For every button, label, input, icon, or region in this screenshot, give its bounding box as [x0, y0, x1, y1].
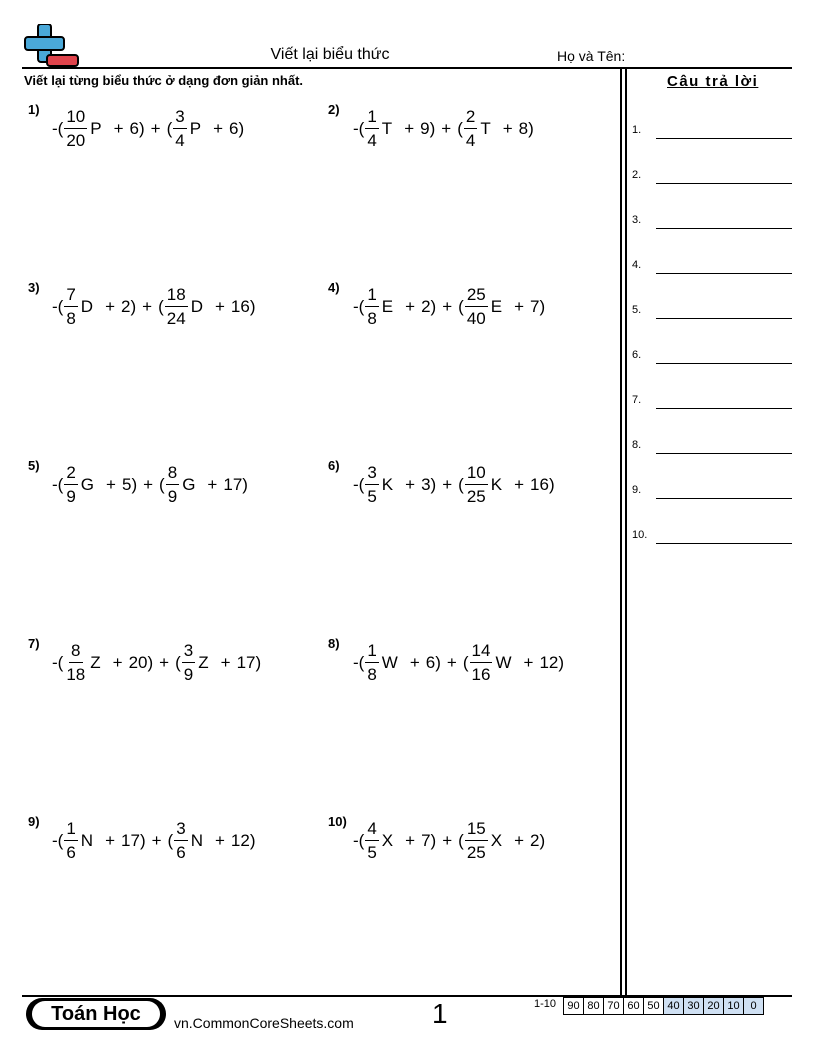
plus-sign: + — [446, 652, 457, 672]
plus-sign: + — [514, 474, 525, 494]
answer-blank[interactable] — [656, 543, 792, 544]
plus-sign: + — [405, 296, 416, 316]
expression — [52, 286, 256, 327]
numerator: 3 — [174, 820, 187, 841]
answer-blank[interactable] — [656, 408, 792, 409]
answer-number: 9. — [632, 484, 642, 496]
open-neg-paren: -( — [353, 652, 365, 672]
open-neg-paren: -( — [52, 118, 64, 138]
fraction — [365, 642, 378, 683]
plus-sign: + — [113, 118, 124, 138]
constant: 5 — [121, 474, 132, 494]
fraction — [365, 464, 378, 505]
plus-sign: + — [105, 296, 116, 316]
constant: 7 — [421, 830, 431, 850]
expression — [52, 464, 248, 505]
answer-blank[interactable] — [656, 318, 792, 319]
open-neg-paren: -( — [353, 118, 365, 138]
column-divider — [625, 67, 627, 995]
fraction — [173, 108, 186, 149]
fraction — [64, 108, 87, 149]
open-paren: ( — [158, 296, 164, 316]
close-paren: ) — [435, 652, 441, 672]
open-neg-paren: -( — [353, 830, 365, 850]
answer-number: 7. — [632, 394, 642, 406]
plus-sign: + — [502, 118, 513, 138]
score-table — [564, 997, 764, 1015]
numerator: 2 — [464, 108, 477, 129]
name-label: Họ và Tên: — [557, 48, 626, 64]
close-paren: ) — [539, 830, 546, 850]
constant: 9 — [420, 118, 430, 138]
plus-sign: + — [106, 474, 116, 494]
answer-line[interactable] — [632, 214, 641, 226]
denominator: 25 — [466, 843, 486, 862]
close-paren: ) — [548, 474, 555, 494]
variable: D — [190, 296, 203, 316]
brand-label: Toán Học — [32, 1001, 160, 1027]
numerator: 15 — [465, 820, 488, 841]
constant: 17 — [236, 652, 256, 672]
answer-line[interactable] — [632, 259, 641, 271]
score-cell: 40 — [663, 997, 684, 1015]
numerator: 4 — [365, 820, 378, 841]
denominator: 6 — [176, 843, 186, 862]
constant: 2 — [121, 296, 131, 316]
numerator: 1 — [64, 820, 77, 841]
variable: N — [190, 830, 203, 850]
close-paren: ) — [249, 296, 256, 316]
numerator: 25 — [465, 286, 488, 307]
open-neg-paren: -( — [52, 830, 64, 850]
expression — [52, 642, 261, 683]
problem-number: 5) — [28, 458, 40, 473]
header-divider — [22, 67, 792, 69]
constant: 6 — [129, 118, 139, 138]
open-neg-paren: -( — [52, 652, 64, 672]
denominator: 8 — [66, 309, 76, 328]
variable: T — [381, 118, 393, 138]
denominator: 8 — [367, 665, 377, 684]
denominator: 20 — [66, 131, 86, 150]
instructions: Viết lại từng biểu thức ở dạng đơn giản nhất. — [24, 73, 304, 88]
answer-line[interactable] — [632, 439, 641, 451]
constant: 16 — [230, 296, 250, 316]
plus-sign: + — [207, 474, 218, 494]
numerator: 3 — [173, 108, 186, 129]
answer-blank[interactable] — [656, 363, 792, 364]
answer-blank[interactable] — [656, 228, 792, 229]
site-url: vn.CommonCoreSheets.com — [174, 1015, 354, 1031]
fraction — [465, 286, 488, 327]
column-divider — [620, 67, 622, 995]
fraction — [365, 820, 378, 861]
plus-sign: + — [441, 118, 452, 138]
plus-sign: + — [214, 296, 225, 316]
close-paren: ) — [558, 652, 565, 672]
constant: 6 — [425, 652, 436, 672]
constant: 8 — [518, 118, 529, 138]
problem-number: 8) — [328, 636, 340, 651]
fraction — [470, 642, 493, 683]
plus-sign: + — [442, 474, 453, 494]
denominator: 4 — [367, 131, 377, 150]
answer-number: 8. — [632, 439, 642, 451]
fraction — [465, 820, 488, 861]
plus-sign: + — [112, 652, 123, 672]
expression — [353, 820, 545, 861]
problem-number: 2) — [328, 102, 340, 117]
plus-sign: + — [405, 474, 416, 494]
plus-sign: + — [159, 652, 170, 672]
answer-blank[interactable] — [656, 498, 792, 499]
close-paren: ) — [430, 830, 437, 850]
numerator: 1 — [365, 108, 378, 129]
close-paren: ) — [255, 652, 262, 672]
close-paren: ) — [430, 296, 437, 316]
answer-number: 5. — [632, 304, 642, 316]
constant: 17 — [223, 474, 243, 494]
constant: 12 — [230, 830, 250, 850]
denominator: 40 — [466, 309, 486, 328]
close-paren: ) — [528, 118, 534, 138]
denominator: 6 — [66, 843, 76, 862]
numerator: 14 — [470, 642, 493, 663]
answer-line[interactable] — [632, 169, 641, 181]
constant: 6 — [229, 118, 239, 138]
answer-number: 4. — [632, 259, 642, 271]
problem-number: 10) — [328, 814, 347, 829]
numerator: 10 — [465, 464, 488, 485]
fraction — [165, 286, 188, 327]
score-cell: 70 — [603, 997, 624, 1015]
answer-number: 1. — [632, 124, 642, 136]
score-cell: 50 — [643, 997, 664, 1015]
open-paren: ( — [458, 830, 464, 850]
close-paren: ) — [139, 830, 146, 850]
fraction — [166, 464, 179, 505]
open-neg-paren: -( — [52, 296, 64, 316]
score-cell: 30 — [683, 997, 704, 1015]
denominator: 9 — [183, 665, 194, 684]
variable: T — [480, 118, 491, 138]
fraction — [464, 108, 477, 149]
denominator: 5 — [367, 487, 377, 506]
close-paren: ) — [242, 474, 248, 494]
open-paren: ( — [167, 830, 174, 850]
open-paren: ( — [175, 652, 181, 672]
answer-blank[interactable] — [656, 453, 792, 454]
plus-sign: + — [143, 474, 154, 494]
variable: Z — [198, 652, 209, 672]
constant: 3 — [421, 474, 431, 494]
plus-sign: + — [409, 652, 420, 672]
close-paren: ) — [249, 830, 256, 850]
constant: 2 — [530, 830, 540, 850]
expression — [353, 642, 564, 683]
close-paren: ) — [430, 474, 437, 494]
worksheet-title: Viết lại biểu thức — [270, 46, 390, 63]
denominator: 8 — [367, 309, 377, 328]
numerator: 8 — [69, 642, 82, 663]
open-neg-paren: -( — [353, 296, 365, 316]
problem-number: 6) — [328, 458, 340, 473]
expression — [353, 108, 534, 149]
constant: 7 — [530, 296, 540, 316]
answer-blank[interactable] — [656, 183, 792, 184]
numerator: 8 — [166, 464, 179, 485]
answer-number: 2. — [632, 169, 642, 181]
variable: K — [381, 474, 394, 494]
score-cell: 80 — [583, 997, 604, 1015]
close-paren: ) — [147, 652, 154, 672]
close-paren: ) — [130, 296, 137, 316]
answer-line[interactable] — [632, 349, 641, 361]
brand-badge — [26, 998, 166, 1030]
answer-line[interactable] — [632, 304, 641, 316]
answer-line[interactable] — [632, 529, 647, 541]
open-paren: ( — [166, 118, 173, 138]
open-paren: ( — [458, 296, 464, 316]
constant: 16 — [530, 474, 549, 494]
fraction — [365, 286, 378, 327]
numerator: 1 — [365, 286, 378, 307]
answer-number: 3. — [632, 214, 642, 226]
variable: N — [80, 830, 94, 850]
open-paren: ( — [159, 474, 165, 494]
problem-number: 3) — [28, 280, 40, 295]
variable: P — [90, 118, 102, 138]
score-cell: 0 — [743, 997, 764, 1015]
constant: 17 — [121, 830, 140, 850]
plus-sign: + — [523, 652, 534, 672]
close-paren: ) — [131, 474, 138, 494]
answer-number: 10. — [632, 529, 648, 541]
problem-number: 4) — [328, 280, 340, 295]
variable: Z — [90, 652, 101, 672]
fraction — [64, 642, 87, 683]
score-cell: 10 — [723, 997, 744, 1015]
expression — [52, 820, 256, 861]
answer-number: 6. — [632, 349, 642, 361]
denominator: 18 — [66, 665, 86, 684]
variable: P — [189, 118, 202, 138]
numerator: 7 — [64, 286, 77, 307]
plus-sign: + — [220, 652, 231, 672]
plus-sign: + — [142, 296, 153, 316]
score-cell: 60 — [623, 997, 644, 1015]
fraction — [182, 642, 195, 683]
variable: W — [495, 652, 512, 672]
open-paren: ( — [462, 652, 469, 672]
fraction — [465, 464, 488, 505]
variable: E — [490, 296, 503, 316]
variable: X — [490, 830, 503, 850]
fraction — [64, 820, 77, 861]
constant: 2 — [421, 296, 431, 316]
variable: X — [381, 830, 394, 850]
answer-line[interactable] — [632, 124, 641, 136]
open-neg-paren: -( — [52, 474, 64, 494]
variable: K — [490, 474, 503, 494]
variable: G — [80, 474, 95, 494]
open-paren: ( — [458, 474, 464, 494]
score-range: 1-10 — [534, 998, 557, 1010]
plus-sign: + — [150, 118, 161, 138]
close-paren: ) — [139, 118, 145, 138]
expression — [52, 108, 244, 149]
close-paren: ) — [429, 118, 436, 138]
plus-sign: + — [214, 830, 225, 850]
variable: E — [381, 296, 394, 316]
constant: 20 — [128, 652, 148, 672]
numerator: 10 — [64, 108, 87, 129]
answer-line[interactable] — [632, 484, 641, 496]
plus-sign: + — [442, 830, 453, 850]
score-cell: 20 — [703, 997, 724, 1015]
close-paren: ) — [539, 296, 546, 316]
answer-blank[interactable] — [656, 273, 792, 274]
plus-sign: + — [442, 296, 453, 316]
denominator: 9 — [167, 487, 178, 506]
numerator: 3 — [365, 464, 378, 485]
problem-number: 1) — [28, 102, 40, 117]
fraction — [64, 464, 77, 505]
denominator: 4 — [465, 131, 476, 150]
denominator: 16 — [471, 665, 491, 684]
expression — [353, 464, 555, 505]
plus-sign: + — [404, 118, 415, 138]
score-cell: 90 — [563, 997, 584, 1015]
problem-number: 7) — [28, 636, 40, 651]
plus-sign: + — [514, 296, 525, 316]
variable: D — [80, 296, 94, 316]
open-neg-paren: -( — [353, 474, 365, 494]
plus-sign: + — [405, 830, 416, 850]
denominator: 24 — [166, 309, 186, 328]
plus-sign: + — [105, 830, 116, 850]
open-paren: ( — [457, 118, 463, 138]
fraction — [174, 820, 187, 861]
close-paren: ) — [238, 118, 245, 138]
problem-number: 9) — [28, 814, 40, 829]
expression — [353, 286, 545, 327]
denominator: 25 — [466, 487, 486, 506]
plus-sign: + — [514, 830, 525, 850]
numerator: 2 — [64, 464, 77, 485]
fraction — [365, 108, 378, 149]
fraction — [64, 286, 77, 327]
denominator: 9 — [66, 487, 76, 506]
answers-title: Câu trả lời — [667, 73, 759, 90]
constant: 12 — [539, 652, 559, 672]
variable: W — [381, 652, 398, 672]
denominator: 4 — [175, 131, 185, 150]
denominator: 5 — [367, 843, 377, 862]
numerator: 18 — [165, 286, 188, 307]
plus-sign: + — [213, 118, 224, 138]
numerator: 1 — [365, 642, 378, 663]
page-number: 1 — [432, 998, 448, 1029]
variable: G — [182, 474, 196, 494]
answer-line[interactable] — [632, 394, 641, 406]
plus-sign: + — [151, 830, 162, 850]
numerator: 3 — [182, 642, 195, 663]
answer-blank[interactable] — [656, 138, 792, 139]
